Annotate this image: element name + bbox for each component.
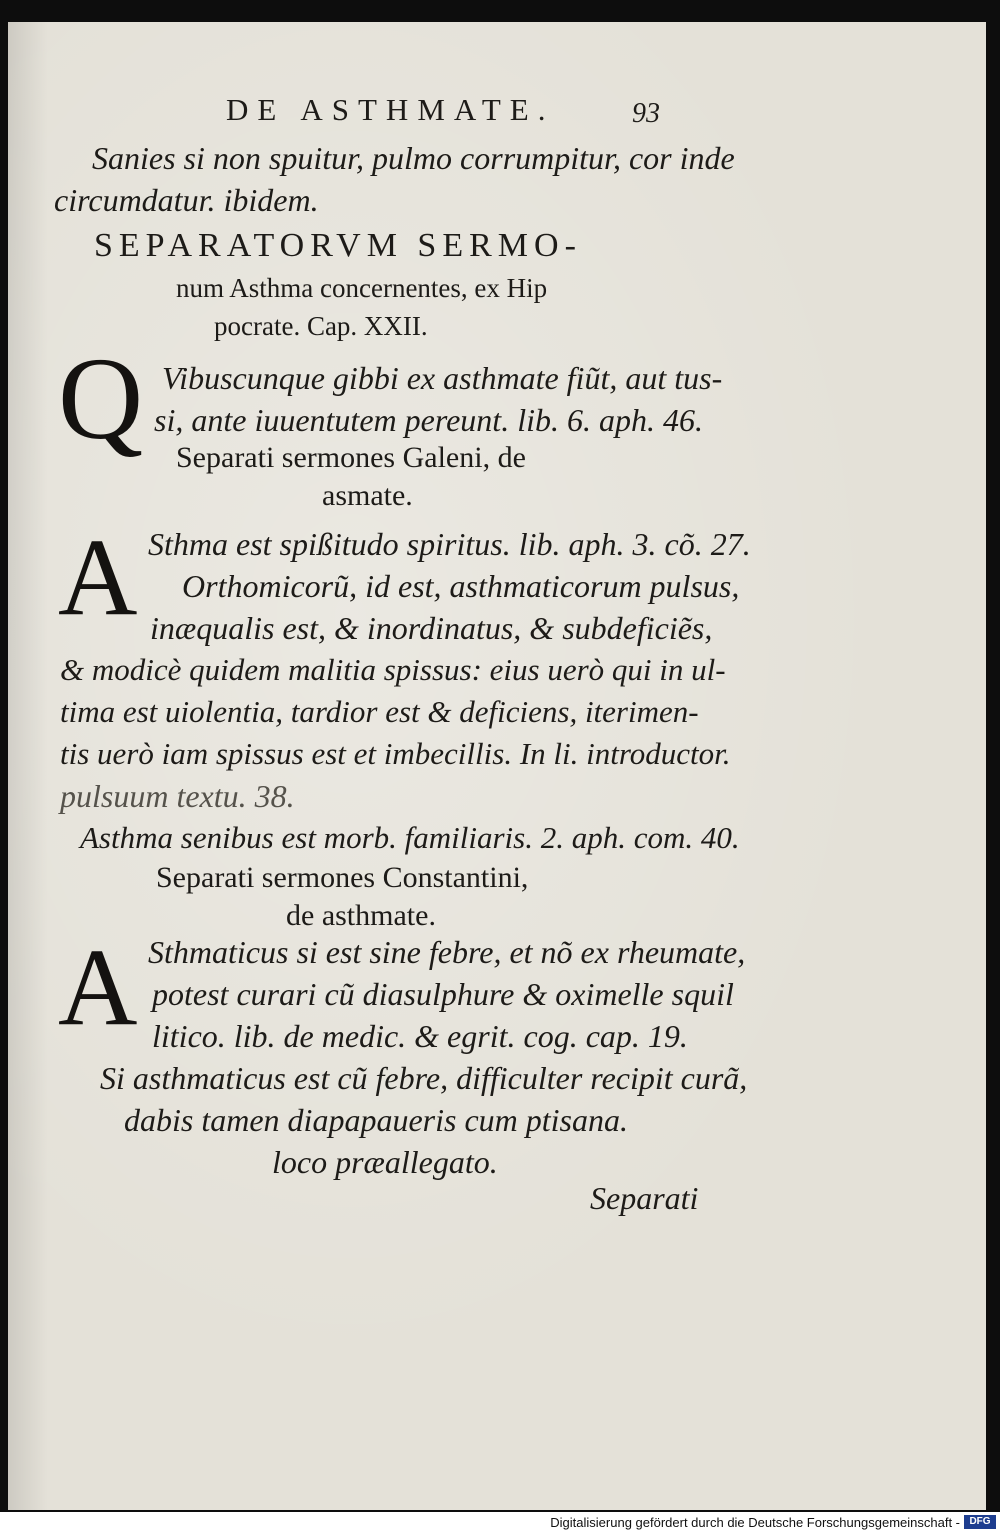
running-head-title: DE ASTHMATE. bbox=[226, 92, 555, 127]
text-line: tima est uiolentia, tardior est & deficiens, iterimen- bbox=[60, 694, 699, 729]
catchword: Separati bbox=[590, 1180, 699, 1216]
page-number: 93 bbox=[632, 98, 660, 129]
scanned-page bbox=[8, 22, 986, 1510]
text-line: pulsuum textu. 38. bbox=[60, 778, 295, 814]
text-line: litico. lib. de medic. & egrit. cog. cap. 19. bbox=[152, 1018, 688, 1054]
drop-cap-q: Q bbox=[58, 333, 144, 464]
text-line: Orthomicorũ, id est, asthmaticorum pulsus, bbox=[182, 568, 740, 604]
text-line: Vibuscunque gibbi ex asthmate fiũt, aut tus- bbox=[162, 360, 723, 396]
chapter-heading-line: num Asthma concernentes, ex Hip bbox=[176, 273, 548, 303]
text-line: inæqualis est, & inordinatus, & subdeficiẽs, bbox=[150, 610, 713, 646]
text-line: & modicè quidem malitia spissus: eius uerò qui in ul- bbox=[60, 652, 726, 687]
dfg-logo-icon: DFG bbox=[964, 1515, 996, 1529]
footer-bar bbox=[0, 1512, 1000, 1535]
section-heading: de asthmate. bbox=[286, 899, 436, 932]
digitization-credit: Digitalisierung gefördert durch die Deutsche Forschungsgemeinschaft - bbox=[550, 1515, 960, 1530]
text-line: circumdatur. ibidem. bbox=[54, 182, 319, 218]
text-line: Sthma est spißitudo spiritus. lib. aph. 3. cõ. 27. bbox=[148, 526, 751, 562]
text-line: potest curari cũ diasulphure & oximelle squil bbox=[152, 976, 734, 1012]
text-line: Sanies si non spuitur, pulmo corrumpitur, cor inde bbox=[92, 140, 735, 176]
text-line: Si asthmaticus est cũ febre, difficulter recipit curã, bbox=[100, 1060, 748, 1096]
section-heading: asmate. bbox=[322, 479, 413, 512]
text-line: si, ante iuuentutem pereunt. lib. 6. aph. 46. bbox=[154, 402, 703, 438]
text-line: loco præallegato. bbox=[272, 1144, 498, 1180]
section-heading: Separati sermones Galeni, de bbox=[176, 441, 526, 474]
chapter-heading: SEPARATORVM SERMO- bbox=[94, 227, 582, 264]
text-line: tis uerò iam spissus est et imbecillis. In li. introductor. bbox=[60, 736, 731, 771]
section-heading: Separati sermones Constantini, bbox=[156, 861, 529, 894]
drop-cap-a: A bbox=[58, 926, 138, 1048]
text-line: Asthma senibus est morb. familiaris. 2. aph. com. 40. bbox=[80, 820, 740, 855]
text-line: Sthmaticus si est sine febre, et nõ ex rheumate, bbox=[148, 934, 746, 970]
text-line: dabis tamen diapapaueris cum ptisana. bbox=[124, 1102, 628, 1138]
drop-cap-a: A bbox=[58, 516, 138, 638]
chapter-heading-line: pocrate. Cap. XXII. bbox=[214, 311, 428, 341]
